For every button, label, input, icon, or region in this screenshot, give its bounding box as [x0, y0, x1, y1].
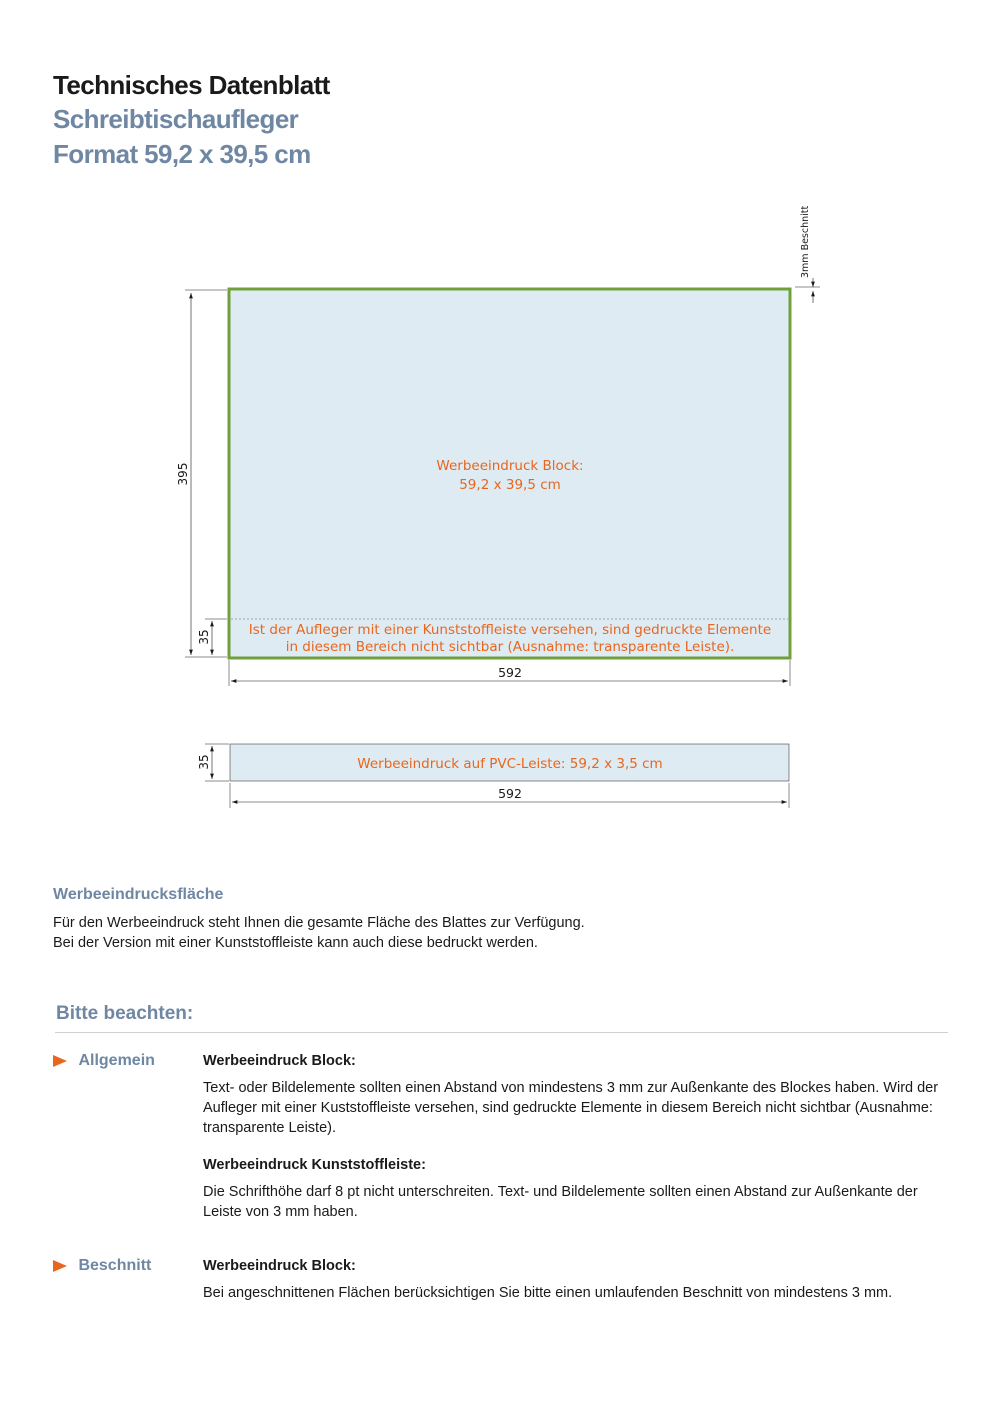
arrow-bullet-icon — [53, 1260, 67, 1272]
beschnitt-item1-title: Werbeeindruck Block: — [203, 1258, 356, 1274]
pvc-strip-label: Werbeeindruck auf PVC-Leiste: 59,2 x 3,5 cm — [357, 756, 663, 772]
print-area-text — [53, 913, 953, 953]
strip-note-line2: in diesem Bereich nicht sichtbar (Ausnahme: transparente Leiste). — [285, 639, 735, 655]
print-area-line1: Für den Werbeeindruck steht Ihnen die gesamte Fläche des Blattes zur Verfügung. — [53, 915, 585, 931]
strip-dimension-label: 35 — [197, 629, 211, 645]
pvc-width-dimension-label: 592 — [498, 786, 522, 801]
format-subtitle: Format 59,2 x 39,5 cm — [53, 139, 311, 169]
print-area-line2: Bei der Version mit einer Kunststoffleiste kann auch diese bedruckt werden. — [53, 935, 538, 951]
product-subtitle: Schreibtischaufleger — [53, 104, 299, 134]
width-dimension-label: 592 — [498, 665, 522, 680]
print-area-heading: Werbeeindrucksfläche — [53, 886, 224, 903]
notes-heading: Bitte beachten: — [56, 1003, 194, 1024]
arrow-bullet-icon — [53, 1055, 67, 1067]
bleed-label: 3mm Beschnitt — [800, 205, 811, 278]
notes-divider — [55, 1032, 948, 1033]
allgemein-item2-text: Die Schrifthöhe darf 8 pt nicht unterschreiten. Text- und Bildelemente sollten einen Abstand zur Außenkante der Leiste von 3 mm haben. — [203, 1184, 918, 1220]
section-beschnitt — [53, 1257, 151, 1275]
beschnitt-item1-text: Bei angeschnittenen Flächen berücksichtigen Sie bitte einen umlaufenden Beschnitt von mindestens 3 mm. — [203, 1285, 893, 1301]
block-label-line2: 59,2 x 39,5 cm — [459, 477, 561, 493]
strip-note-line1: Ist der Aufleger mit einer Kunststoffleiste versehen, sind gedruckte Elemente — [248, 622, 772, 638]
pvc-height-dimension-label: 35 — [197, 754, 211, 770]
page-title: Technisches Datenblatt — [53, 70, 330, 100]
section-label-beschnitt: Beschnitt — [78, 1257, 152, 1274]
allgemein-item1-text: Text- oder Bildelemente sollten einen Abstand von mindestens 3 mm zur Außenkante des Blockes haben. Wird der Aufleger mit einer Kuststoffleiste versehen, sind gedruckte Elemente in diesem Bereich nicht sichtbar (Ausnahme: transparente Leiste). — [203, 1080, 939, 1136]
height-dimension-label: 395 — [176, 462, 190, 486]
allgemein-item2-title: Werbeeindruck Kunststoffleiste: — [203, 1157, 426, 1173]
section-label-allgemein: Allgemein — [78, 1052, 155, 1069]
block-label-line1: Werbeeindruck Block: — [436, 458, 584, 474]
section-allgemein — [53, 1052, 155, 1070]
allgemein-item1-title: Werbeeindruck Block: — [203, 1053, 356, 1069]
